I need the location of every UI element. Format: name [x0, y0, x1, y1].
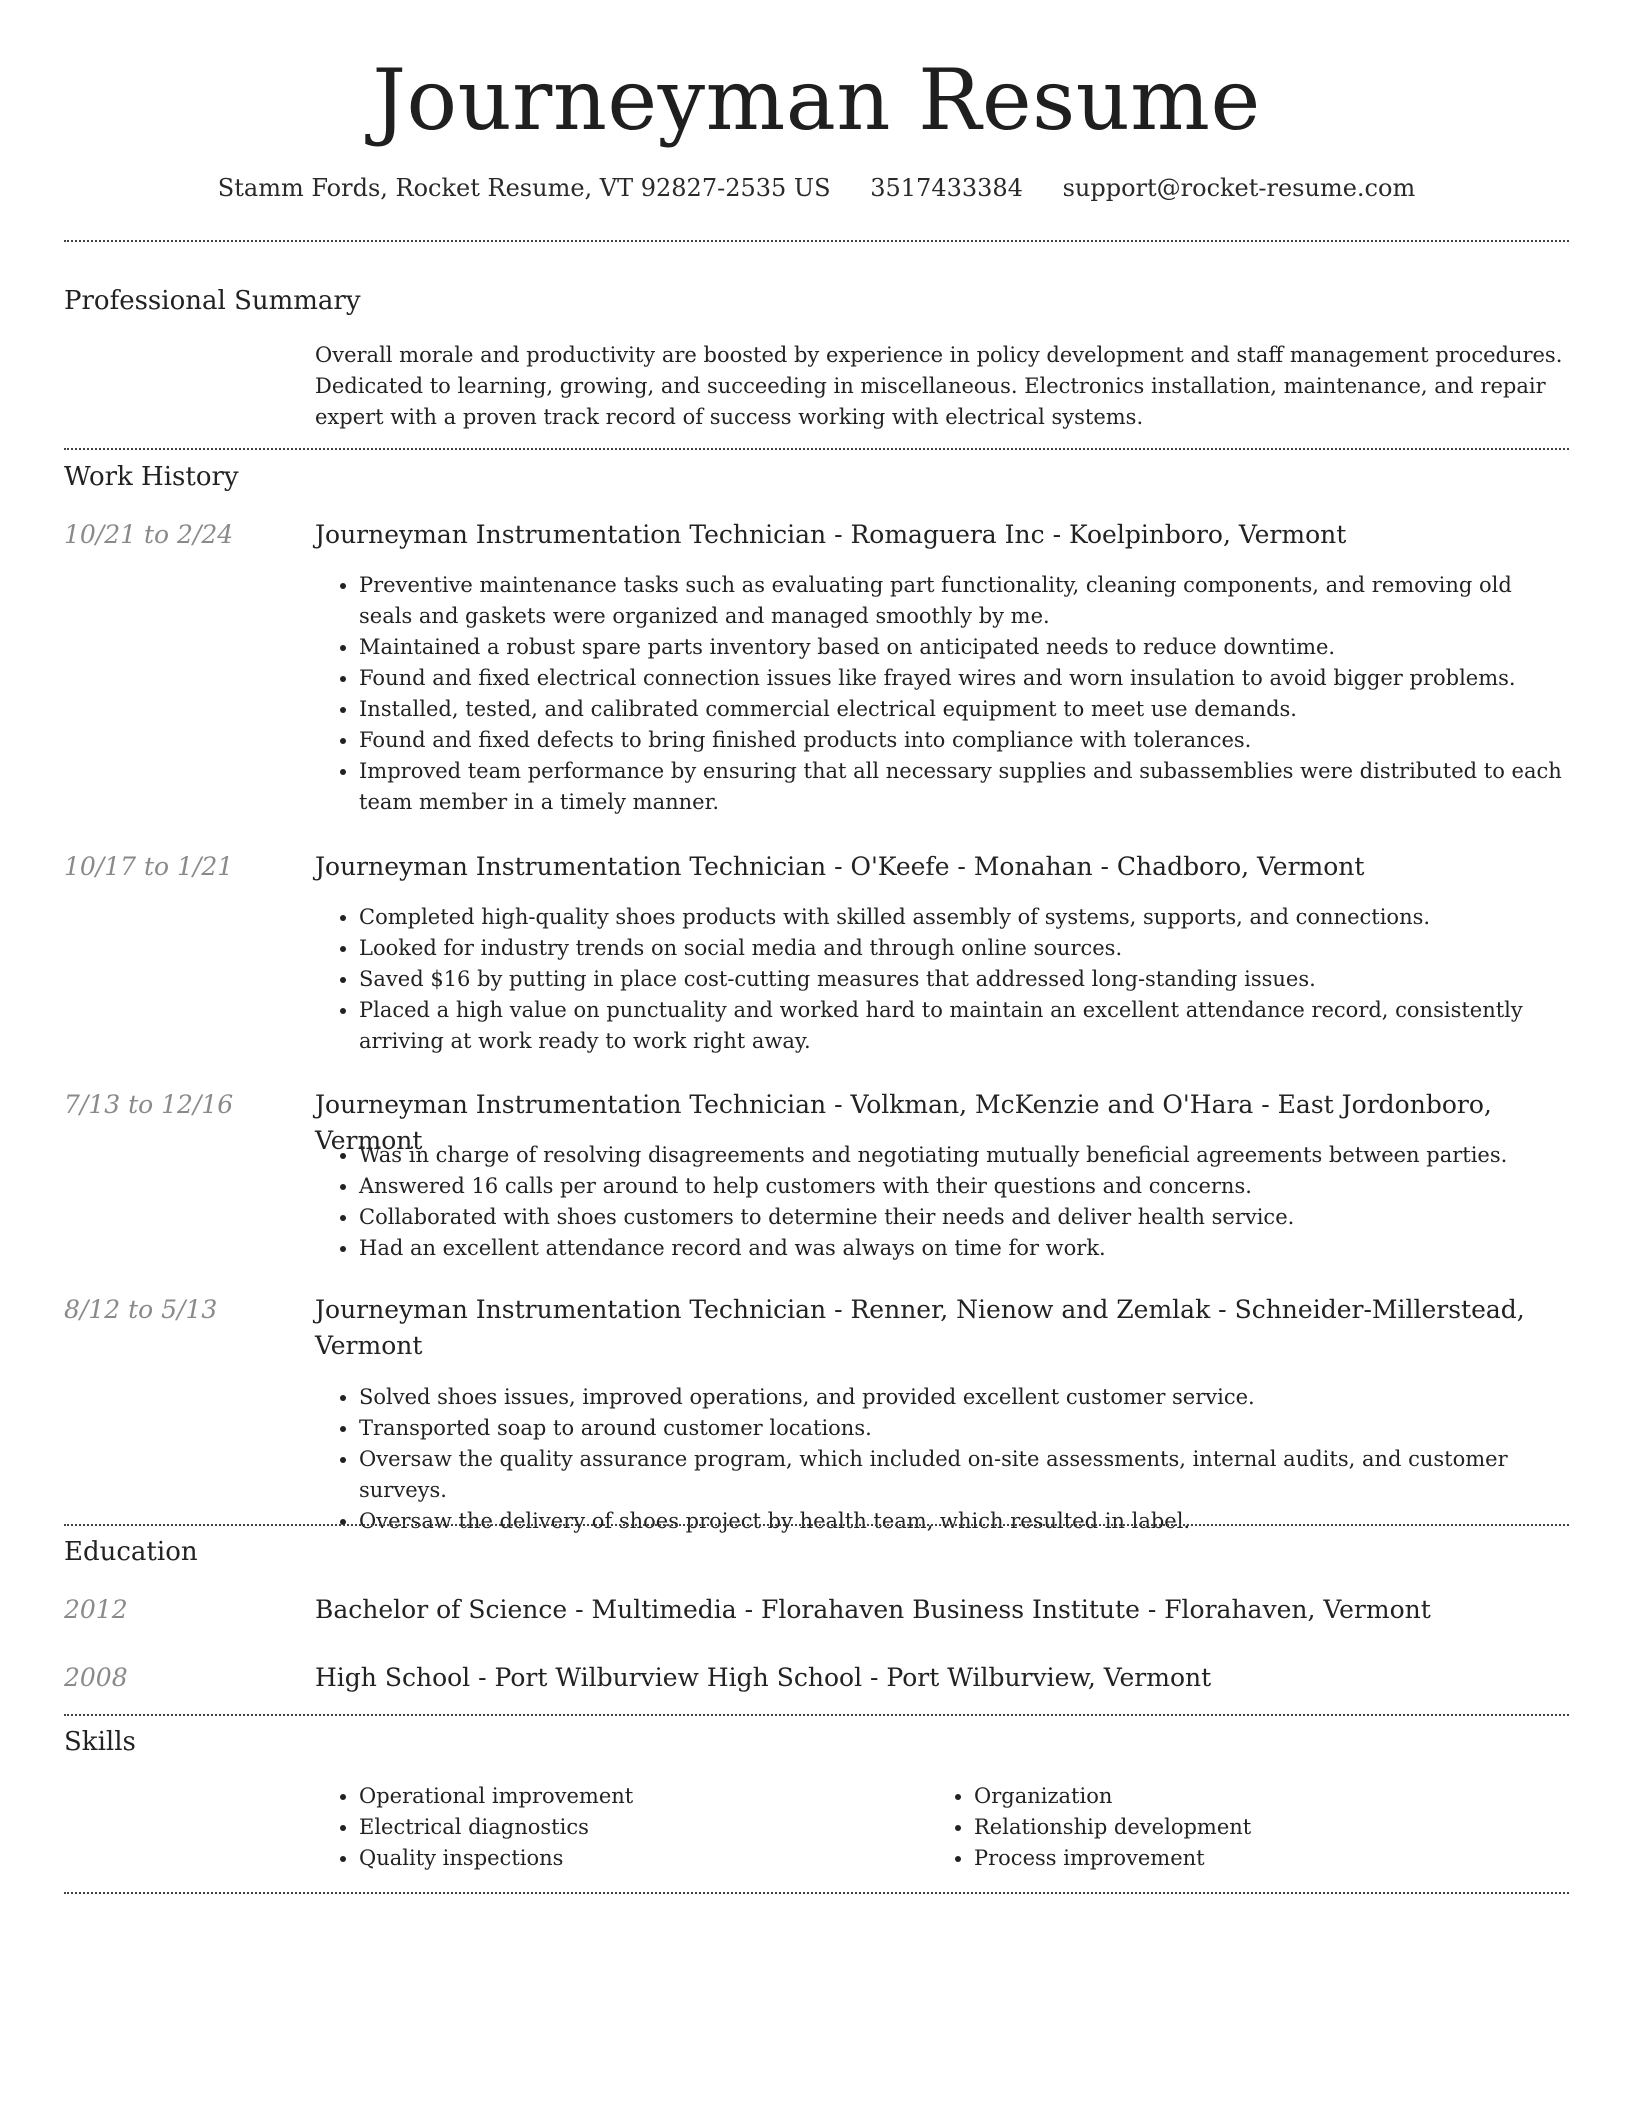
job-bullet: • Maintained a robust spare parts inventory based on anticipated needs to reduce downtime. — [359, 632, 1569, 663]
divider — [64, 448, 1569, 450]
skill-item: • Operational improvement — [359, 1781, 875, 1812]
job-dates: 8/12 to 5/13 — [64, 1295, 218, 1324]
job-bullets — [315, 1382, 1569, 1537]
job-bullet: • Improved team performance by ensuring that all necessary supplies and subassemblies were distributed to each team member in a timely manner. — [359, 756, 1569, 818]
contact-phone: 3517433384 — [870, 174, 1023, 202]
divider — [64, 1892, 1569, 1894]
job-bullet: • Had an excellent attendance record and was always on time for work. — [359, 1233, 1569, 1264]
contact-email: support@rocket-resume.com — [1062, 174, 1416, 202]
skill-item: • Quality inspections — [359, 1843, 875, 1874]
education-entry: High School - Port Wilburview High School - Port Wilburview, Vermont — [315, 1663, 1212, 1692]
job-bullet: • Answered 16 calls per around to help customers with their questions and concerns. — [359, 1171, 1569, 1202]
job-bullet: • Installed, tested, and calibrated commercial electrical equipment to meet use demands. — [359, 694, 1569, 725]
job-title: Journeyman Instrumentation Technician - Romaguera Inc - Koelpinboro, Vermont — [315, 520, 1347, 549]
job-bullet: • Solved shoes issues, improved operations, and provided excellent customer service. — [359, 1382, 1569, 1413]
job-bullet: • Found and fixed defects to bring finished products into compliance with tolerances. — [359, 725, 1569, 756]
resume-title: Journeyman Resume — [372, 51, 1261, 149]
job-bullets — [315, 1140, 1569, 1264]
contact-line — [64, 170, 1569, 206]
section-title-education: Education — [64, 1537, 198, 1567]
skill-item: • Electrical diagnostics — [359, 1812, 875, 1843]
job-dates: 10/21 to 2/24 — [64, 520, 234, 549]
job-bullet: • Preventive maintenance tasks such as evaluating part functionality, cleaning components, and removing old seals and gaskets were organized and managed smoothly by me. — [359, 570, 1569, 632]
skill-item: • Organization — [974, 1781, 1490, 1812]
skills-list-right — [930, 1781, 1490, 1874]
summary-text: Overall morale and productivity are boosted by experience in policy development and staff management procedures. Dedicated to learning, growing, and succeeding in miscellaneous. Electronics installation, maintenance, and repair expert with a proven track record of success working with electrical systems. — [315, 343, 1563, 429]
job-bullet: • Collaborated with shoes customers to determine their needs and deliver health service. — [359, 1202, 1569, 1233]
job-bullet: • Transported soap to around customer locations. — [359, 1413, 1569, 1444]
education-entry: Bachelor of Science - Multimedia - Florahaven Business Institute - Florahaven, Vermont — [315, 1595, 1431, 1624]
job-bullet: • Completed high-quality shoes products with skilled assembly of systems, supports, and connections. — [359, 902, 1569, 933]
job-bullets — [315, 570, 1569, 818]
section-title-skills: Skills — [64, 1727, 136, 1757]
job-title: Journeyman Instrumentation Technician - Volkman, McKenzie and O'Hara - East Jordonboro, Vermont — [315, 1090, 1492, 1155]
divider — [64, 1524, 1569, 1526]
education-year: 2008 — [64, 1663, 128, 1692]
job-bullet: • Was in charge of resolving disagreements and negotiating mutually beneficial agreements between parties. — [359, 1140, 1569, 1171]
job-bullet: • Looked for industry trends on social media and through online sources. — [359, 933, 1569, 964]
job-bullets — [315, 902, 1569, 1057]
skill-item: • Process improvement — [974, 1843, 1490, 1874]
job-title: Journeyman Instrumentation Technician - Renner, Nienow and Zemlak - Schneider-Millerstead, Vermont — [315, 1295, 1525, 1360]
job-bullet: • Saved $16 by putting in place cost-cutting measures that addressed long-standing issues. — [359, 964, 1569, 995]
job-bullet: • Found and fixed electrical connection issues like frayed wires and worn insulation to avoid bigger problems. — [359, 663, 1569, 694]
job-dates: 10/17 to 1/21 — [64, 852, 234, 881]
skills-list-left — [315, 1781, 875, 1874]
skill-item: • Relationship development — [974, 1812, 1490, 1843]
job-bullet: • Oversaw the delivery of shoes project by health team, which resulted in label. — [359, 1506, 1569, 1537]
divider — [64, 1714, 1569, 1716]
divider — [64, 240, 1569, 242]
job-title: Journeyman Instrumentation Technician - O'Keefe - Monahan - Chadboro, Vermont — [315, 852, 1365, 881]
section-title-summary: Professional Summary — [64, 286, 361, 316]
section-title-work: Work History — [64, 462, 239, 492]
job-bullet: • Oversaw the quality assurance program, which included on-site assessments, internal audits, and customer surveys. — [359, 1444, 1569, 1506]
job-dates: 7/13 to 12/16 — [64, 1090, 234, 1119]
job-bullet: • Placed a high value on punctuality and worked hard to maintain an excellent attendance record, consistently arriving at work ready to work right away. — [359, 995, 1569, 1057]
contact-address: Stamm Fords, Rocket Resume, VT 92827-2535 US — [217, 174, 831, 202]
education-year: 2012 — [64, 1595, 128, 1624]
